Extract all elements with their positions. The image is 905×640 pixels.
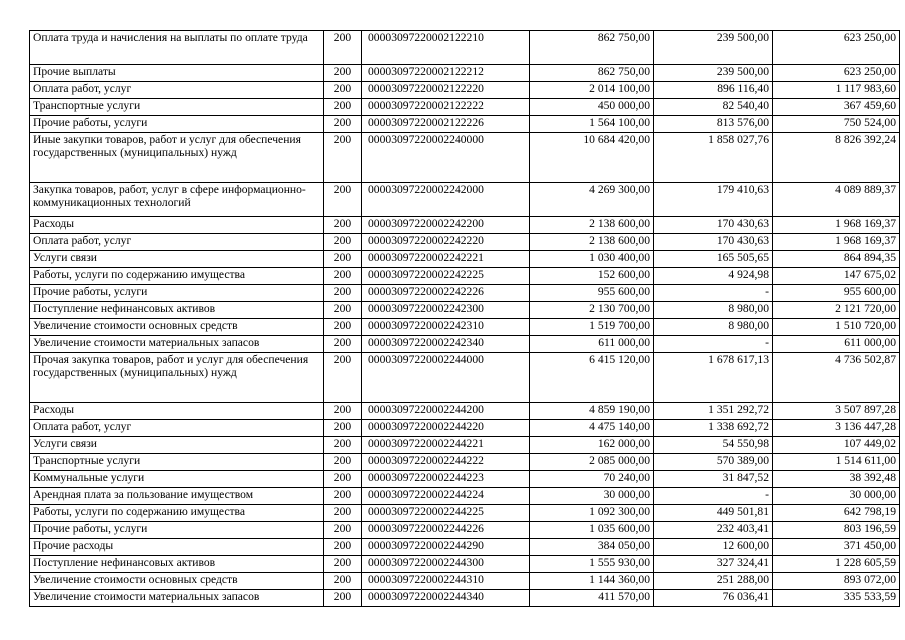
row-unexecuted-amount: 4 736 502,87 xyxy=(773,353,900,403)
row-executed-amount: 31 847,52 xyxy=(654,471,773,488)
row-budget-code: 00003097220002242310 xyxy=(362,319,530,336)
table-row xyxy=(30,556,900,573)
row-budget-code: 00003097220002244222 xyxy=(362,454,530,471)
row-name: Увеличение стоимости материальных запасов xyxy=(30,336,324,353)
table-row xyxy=(30,183,900,217)
row-executed-amount: 239 500,00 xyxy=(654,65,773,82)
row-executed-amount: 8 980,00 xyxy=(654,302,773,319)
row-executed-amount: 1 351 292,72 xyxy=(654,403,773,420)
row-name: Увеличение стоимости основных средств xyxy=(30,573,324,590)
table-row xyxy=(30,522,900,539)
row-executed-amount: 179 410,63 xyxy=(654,183,773,217)
row-code: 200 xyxy=(324,488,362,505)
row-unexecuted-amount: 107 449,02 xyxy=(773,437,900,454)
row-approved-amount: 611 000,00 xyxy=(530,336,654,353)
row-unexecuted-amount: 2 121 720,00 xyxy=(773,302,900,319)
row-name: Увеличение стоимости материальных запасов xyxy=(30,590,324,607)
row-approved-amount: 162 000,00 xyxy=(530,437,654,454)
table-row xyxy=(30,302,900,319)
row-code: 200 xyxy=(324,471,362,488)
row-executed-amount: 449 501,81 xyxy=(654,505,773,522)
row-code: 200 xyxy=(324,116,362,133)
row-budget-code: 00003097220002240000 xyxy=(362,133,530,183)
row-executed-amount: 8 980,00 xyxy=(654,319,773,336)
row-code: 200 xyxy=(324,539,362,556)
row-name: Прочие работы, услуги xyxy=(30,522,324,539)
row-unexecuted-amount: 30 000,00 xyxy=(773,488,900,505)
row-approved-amount: 1 564 100,00 xyxy=(530,116,654,133)
row-budget-code: 00003097220002244221 xyxy=(362,437,530,454)
row-unexecuted-amount: 147 675,02 xyxy=(773,268,900,285)
table-row xyxy=(30,437,900,454)
row-executed-amount: 170 430,63 xyxy=(654,217,773,234)
row-approved-amount: 4 269 300,00 xyxy=(530,183,654,217)
row-name: Арендная плата за пользование имуществом xyxy=(30,488,324,505)
table-row xyxy=(30,116,900,133)
row-approved-amount: 4 859 190,00 xyxy=(530,403,654,420)
row-budget-code: 00003097220002244300 xyxy=(362,556,530,573)
row-name: Закупка товаров, работ, услуг в сфере информационно-коммуникационных технологий xyxy=(30,183,324,217)
table-row xyxy=(30,403,900,420)
table-row xyxy=(30,505,900,522)
row-budget-code: 00003097220002122220 xyxy=(362,82,530,99)
table-row xyxy=(30,133,900,183)
row-code: 200 xyxy=(324,556,362,573)
row-name: Оплата труда и начисления на выплаты по оплате труда xyxy=(30,31,324,65)
table-row xyxy=(30,217,900,234)
row-approved-amount: 1 035 600,00 xyxy=(530,522,654,539)
row-executed-amount: 232 403,41 xyxy=(654,522,773,539)
row-unexecuted-amount: 1 968 169,37 xyxy=(773,217,900,234)
row-approved-amount: 1 555 930,00 xyxy=(530,556,654,573)
row-unexecuted-amount: 4 089 889,37 xyxy=(773,183,900,217)
row-approved-amount: 10 684 420,00 xyxy=(530,133,654,183)
row-executed-amount: - xyxy=(654,488,773,505)
row-budget-code: 00003097220002122210 xyxy=(362,31,530,65)
row-approved-amount: 4 475 140,00 xyxy=(530,420,654,437)
row-unexecuted-amount: 1 514 611,00 xyxy=(773,454,900,471)
table-row xyxy=(30,539,900,556)
row-approved-amount: 862 750,00 xyxy=(530,31,654,65)
row-unexecuted-amount: 3 136 447,28 xyxy=(773,420,900,437)
budget-execution-table xyxy=(29,30,900,607)
row-approved-amount: 6 415 120,00 xyxy=(530,353,654,403)
row-budget-code: 00003097220002242221 xyxy=(362,251,530,268)
row-approved-amount: 30 000,00 xyxy=(530,488,654,505)
row-budget-code: 00003097220002122222 xyxy=(362,99,530,116)
row-executed-amount: 4 924,98 xyxy=(654,268,773,285)
row-code: 200 xyxy=(324,336,362,353)
row-unexecuted-amount: 38 392,48 xyxy=(773,471,900,488)
table-row xyxy=(30,65,900,82)
row-code: 200 xyxy=(324,454,362,471)
row-unexecuted-amount: 367 459,60 xyxy=(773,99,900,116)
row-approved-amount: 1 092 300,00 xyxy=(530,505,654,522)
row-unexecuted-amount: 623 250,00 xyxy=(773,65,900,82)
row-budget-code: 00003097220002244310 xyxy=(362,573,530,590)
row-code: 200 xyxy=(324,234,362,251)
row-approved-amount: 2 014 100,00 xyxy=(530,82,654,99)
row-budget-code: 00003097220002242340 xyxy=(362,336,530,353)
row-executed-amount: 165 505,65 xyxy=(654,251,773,268)
row-name: Транспортные услуги xyxy=(30,454,324,471)
row-approved-amount: 2 138 600,00 xyxy=(530,217,654,234)
row-code: 200 xyxy=(324,505,362,522)
row-code: 200 xyxy=(324,31,362,65)
row-approved-amount: 411 570,00 xyxy=(530,590,654,607)
row-executed-amount: 12 600,00 xyxy=(654,539,773,556)
table-body xyxy=(30,31,900,607)
table-row xyxy=(30,234,900,251)
row-budget-code: 00003097220002242000 xyxy=(362,183,530,217)
row-executed-amount: - xyxy=(654,336,773,353)
row-executed-amount: 1 678 617,13 xyxy=(654,353,773,403)
row-unexecuted-amount: 1 117 983,60 xyxy=(773,82,900,99)
row-budget-code: 00003097220002244290 xyxy=(362,539,530,556)
row-code: 200 xyxy=(324,420,362,437)
row-unexecuted-amount: 8 826 392,24 xyxy=(773,133,900,183)
row-approved-amount: 70 240,00 xyxy=(530,471,654,488)
row-name: Прочая закупка товаров, работ и услуг для обеспечения государственных (муниципальных) нужд xyxy=(30,353,324,403)
table-row xyxy=(30,488,900,505)
row-code: 200 xyxy=(324,82,362,99)
row-name: Транспортные услуги xyxy=(30,99,324,116)
row-approved-amount: 152 600,00 xyxy=(530,268,654,285)
table-row xyxy=(30,268,900,285)
row-unexecuted-amount: 335 533,59 xyxy=(773,590,900,607)
row-name: Работы, услуги по содержанию имущества xyxy=(30,505,324,522)
row-name: Прочие расходы xyxy=(30,539,324,556)
row-budget-code: 00003097220002242300 xyxy=(362,302,530,319)
row-executed-amount: 251 288,00 xyxy=(654,573,773,590)
row-name: Поступление нефинансовых активов xyxy=(30,302,324,319)
row-executed-amount: 1 338 692,72 xyxy=(654,420,773,437)
row-unexecuted-amount: 955 600,00 xyxy=(773,285,900,302)
row-approved-amount: 2 085 000,00 xyxy=(530,454,654,471)
table-row xyxy=(30,99,900,116)
table-row xyxy=(30,285,900,302)
row-name: Расходы xyxy=(30,217,324,234)
table-row xyxy=(30,420,900,437)
row-budget-code: 00003097220002242200 xyxy=(362,217,530,234)
row-budget-code: 00003097220002242226 xyxy=(362,285,530,302)
row-name: Иные закупки товаров, работ и услуг для обеспечения государственных (муниципальных) нужд xyxy=(30,133,324,183)
table-row xyxy=(30,573,900,590)
row-executed-amount: 1 858 027,76 xyxy=(654,133,773,183)
row-budget-code: 00003097220002244224 xyxy=(362,488,530,505)
row-approved-amount: 450 000,00 xyxy=(530,99,654,116)
row-approved-amount: 862 750,00 xyxy=(530,65,654,82)
row-budget-code: 00003097220002242220 xyxy=(362,234,530,251)
row-unexecuted-amount: 371 450,00 xyxy=(773,539,900,556)
row-budget-code: 00003097220002244220 xyxy=(362,420,530,437)
row-code: 200 xyxy=(324,590,362,607)
row-executed-amount: 570 389,00 xyxy=(654,454,773,471)
row-code: 200 xyxy=(324,403,362,420)
table-row xyxy=(30,82,900,99)
row-budget-code: 00003097220002244000 xyxy=(362,353,530,403)
row-code: 200 xyxy=(324,65,362,82)
row-name: Прочие работы, услуги xyxy=(30,116,324,133)
row-name: Оплата работ, услуг xyxy=(30,82,324,99)
row-name: Увеличение стоимости основных средств xyxy=(30,319,324,336)
row-budget-code: 00003097220002244226 xyxy=(362,522,530,539)
row-executed-amount: 813 576,00 xyxy=(654,116,773,133)
row-executed-amount: 76 036,41 xyxy=(654,590,773,607)
row-unexecuted-amount: 3 507 897,28 xyxy=(773,403,900,420)
row-unexecuted-amount: 864 894,35 xyxy=(773,251,900,268)
row-executed-amount: 170 430,63 xyxy=(654,234,773,251)
row-code: 200 xyxy=(324,319,362,336)
row-unexecuted-amount: 611 000,00 xyxy=(773,336,900,353)
row-unexecuted-amount: 803 196,59 xyxy=(773,522,900,539)
row-name: Поступление нефинансовых активов xyxy=(30,556,324,573)
row-budget-code: 00003097220002244223 xyxy=(362,471,530,488)
row-approved-amount: 384 050,00 xyxy=(530,539,654,556)
row-budget-code: 00003097220002122226 xyxy=(362,116,530,133)
row-approved-amount: 1 144 360,00 xyxy=(530,573,654,590)
row-unexecuted-amount: 1 510 720,00 xyxy=(773,319,900,336)
table-row xyxy=(30,251,900,268)
table-row xyxy=(30,454,900,471)
row-unexecuted-amount: 893 072,00 xyxy=(773,573,900,590)
row-code: 200 xyxy=(324,285,362,302)
row-code: 200 xyxy=(324,302,362,319)
row-executed-amount: 327 324,41 xyxy=(654,556,773,573)
row-unexecuted-amount: 750 524,00 xyxy=(773,116,900,133)
row-code: 200 xyxy=(324,573,362,590)
row-budget-code: 00003097220002244340 xyxy=(362,590,530,607)
row-budget-code: 00003097220002244200 xyxy=(362,403,530,420)
table-row xyxy=(30,319,900,336)
row-approved-amount: 1 030 400,00 xyxy=(530,251,654,268)
row-unexecuted-amount: 1 968 169,37 xyxy=(773,234,900,251)
row-name: Оплата работ, услуг xyxy=(30,420,324,437)
row-name: Услуги связи xyxy=(30,251,324,268)
table-row xyxy=(30,353,900,403)
row-approved-amount: 1 519 700,00 xyxy=(530,319,654,336)
row-code: 200 xyxy=(324,251,362,268)
row-code: 200 xyxy=(324,133,362,183)
row-executed-amount: - xyxy=(654,285,773,302)
row-name: Прочие работы, услуги xyxy=(30,285,324,302)
table-row xyxy=(30,590,900,607)
row-code: 200 xyxy=(324,99,362,116)
row-budget-code: 00003097220002122212 xyxy=(362,65,530,82)
row-approved-amount: 955 600,00 xyxy=(530,285,654,302)
row-name: Услуги связи xyxy=(30,437,324,454)
row-code: 200 xyxy=(324,353,362,403)
row-name: Оплата работ, услуг xyxy=(30,234,324,251)
row-code: 200 xyxy=(324,183,362,217)
table-row xyxy=(30,471,900,488)
row-executed-amount: 239 500,00 xyxy=(654,31,773,65)
row-executed-amount: 54 550,98 xyxy=(654,437,773,454)
row-approved-amount: 2 138 600,00 xyxy=(530,234,654,251)
row-name: Расходы xyxy=(30,403,324,420)
row-name: Прочие выплаты xyxy=(30,65,324,82)
row-code: 200 xyxy=(324,522,362,539)
row-code: 200 xyxy=(324,217,362,234)
row-code: 200 xyxy=(324,437,362,454)
row-unexecuted-amount: 1 228 605,59 xyxy=(773,556,900,573)
row-executed-amount: 896 116,40 xyxy=(654,82,773,99)
table-row xyxy=(30,336,900,353)
row-unexecuted-amount: 623 250,00 xyxy=(773,31,900,65)
row-approved-amount: 2 130 700,00 xyxy=(530,302,654,319)
row-unexecuted-amount: 642 798,19 xyxy=(773,505,900,522)
row-name: Коммунальные услуги xyxy=(30,471,324,488)
row-name: Работы, услуги по содержанию имущества xyxy=(30,268,324,285)
row-code: 200 xyxy=(324,268,362,285)
row-budget-code: 00003097220002242225 xyxy=(362,268,530,285)
row-budget-code: 00003097220002244225 xyxy=(362,505,530,522)
row-executed-amount: 82 540,40 xyxy=(654,99,773,116)
table-row xyxy=(30,31,900,65)
